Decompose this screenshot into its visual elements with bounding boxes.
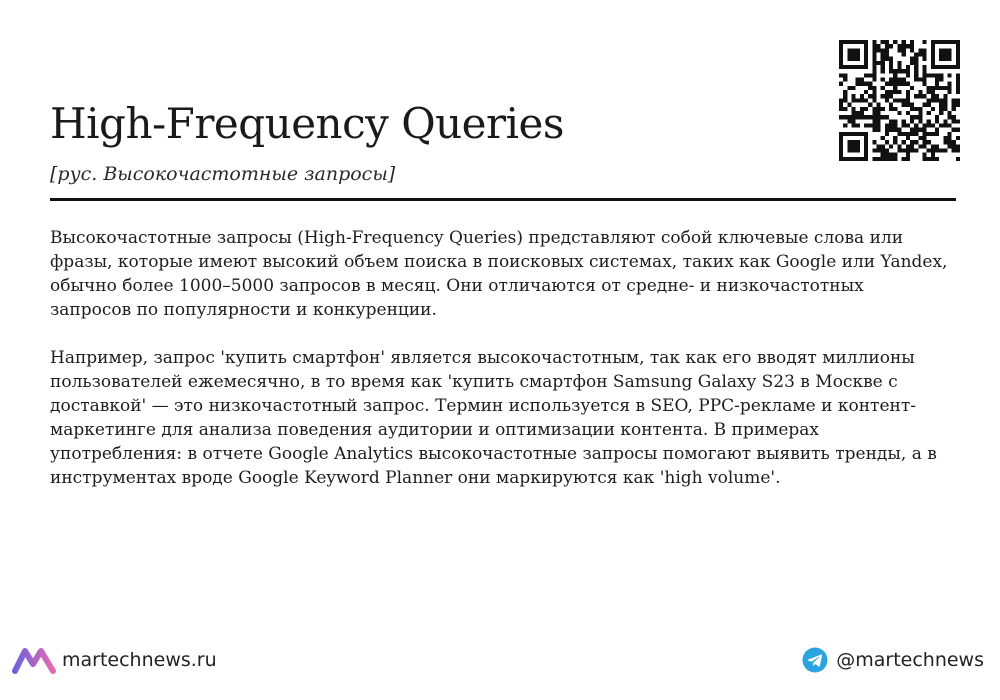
footer-site[interactable] — [12, 645, 217, 675]
footer-telegram[interactable] — [802, 645, 984, 675]
paragraph-definition: Высокочастотные запросы (High-Frequency Queries) представляют собой ключевые слова или фразы, которые имеют высокий объем поиска в поисковых системах, таких как Google или Yandex, обычно более 1000–5000 запросов в месяц. Они отличаются от средне- и низкочастотных запросов по популярности и конкуренции. — [50, 228, 948, 320]
definition-body — [50, 226, 950, 514]
paragraph-example: Например, запрос 'купить смартфон' является высокочастотным, так как его вводят миллионы пользователей ежемесячно, в то время как 'купить смартфон Samsung Galaxy S23 в Москве с доставкой' — это низкочастотный запрос. Термин используется в SEO, PPC-рекламе и контент-маркетинге для анализа поведения аудитории и оптимизации контента. В примерах употребления: в отчете Google Analytics высокочастотные запросы помогают выявить тренды, а в инструментах вроде Google Keyword Planner они маркируются как 'high volume'. — [50, 348, 937, 488]
martechnews-logo-icon — [12, 646, 56, 674]
translation-subtitle: [рус. Высокочастотные запросы] — [50, 163, 396, 185]
page-title: High-Frequency Queries — [50, 99, 564, 148]
telegram-handle[interactable]: @martechnews — [836, 649, 984, 671]
site-link[interactable]: martechnews.ru — [62, 649, 217, 671]
header-divider — [50, 198, 956, 201]
qr-code-icon — [839, 40, 960, 161]
telegram-icon — [802, 647, 828, 673]
